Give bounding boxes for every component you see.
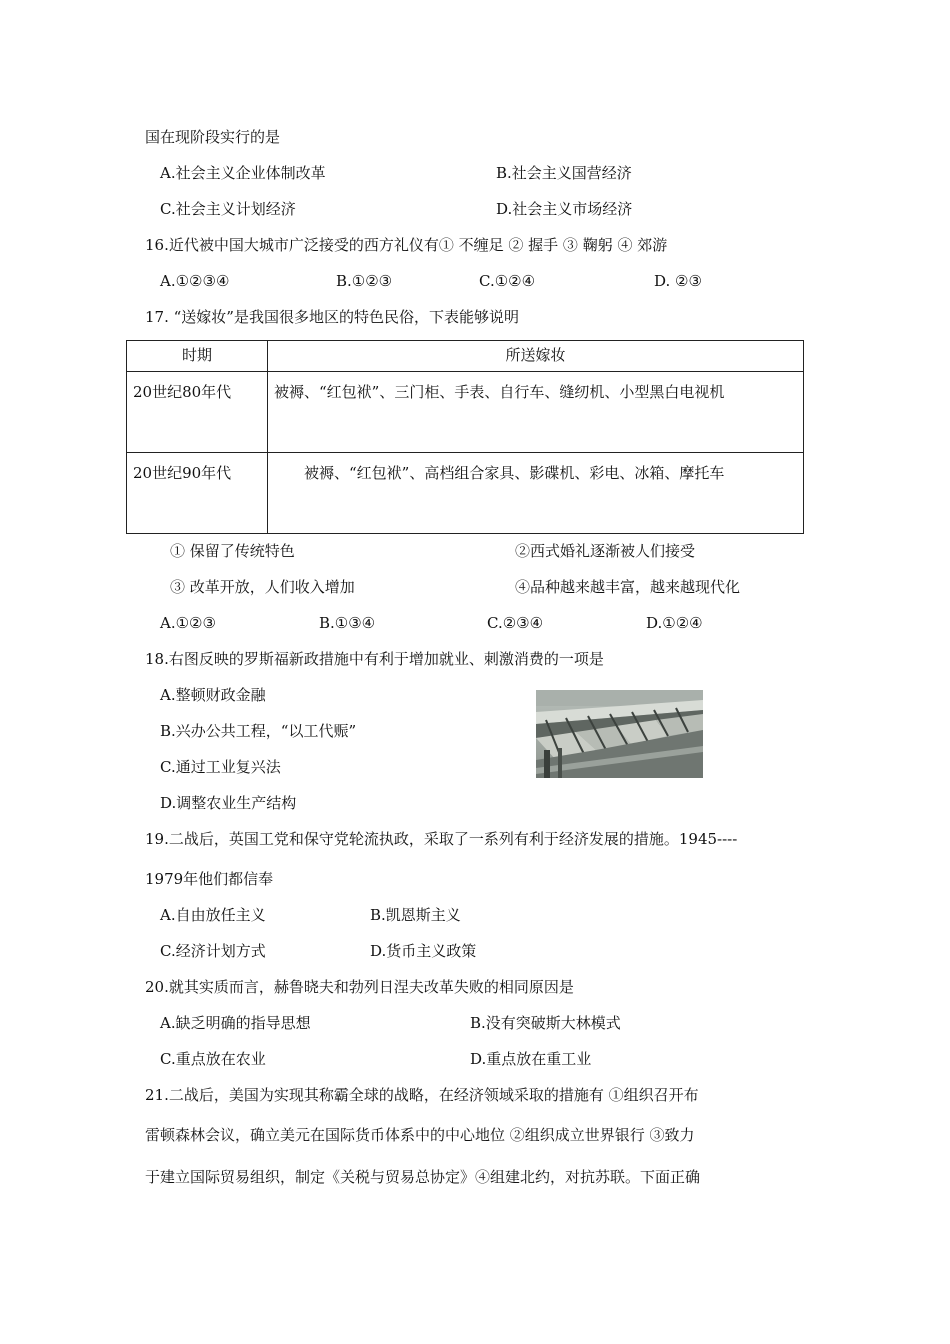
q20-stem: 20.就其实质而言，赫鲁晓夫和勃列日涅夫改革失败的相同原因是 [145,978,574,996]
q21-stem-line-2: 雷顿森林会议，确立美元在国际货币体系中的中心地位 ②组织成立世界银行 ③致力 [145,1126,695,1144]
q15-option-a: A.社会主义企业体制改革 [160,164,326,182]
q19-option-d: D.货币主义政策 [370,942,477,960]
q17-statement-4: ④品种越来越丰富，越来越现代化 [515,578,741,596]
dam-construction-photo [536,690,703,778]
q16-option-d: D. ②③ [654,272,702,290]
table-cell-period: 20世纪90年代 [127,453,268,534]
q17-option-c: C.②③④ [487,614,544,632]
q17-statement-3: ③ 改革开放，人们收入增加 [170,578,355,596]
q17-statement-1: ① 保留了传统特色 [170,542,295,560]
q15-option-c: C.社会主义计划经济 [160,200,296,218]
table-row [127,372,804,453]
table-header-dowry: 所送嫁妆 [268,341,804,372]
q15-stem-continuation: 国在现阶段实行的是 [145,128,281,146]
q17-option-d: D.①②④ [646,614,703,632]
q17-option-b: B.①③④ [319,614,376,632]
q18-option-c: C.通过工业复兴法 [160,758,281,776]
q16-stem: 16.近代被中国大城市广泛接受的西方礼仪有① 不缠足 ② 握手 ③ 鞠躬 ④ 郊游 [145,236,668,254]
q16-option-b: B.①②③ [336,272,393,290]
q15-option-b: B.社会主义国营经济 [496,164,632,182]
q19-option-b: B.凯恩斯主义 [370,906,461,924]
q20-option-a: A.缺乏明确的指导思想 [160,1014,311,1032]
q19-option-a: A.自由放任主义 [160,906,266,924]
q19-option-c: C.经济计划方式 [160,942,266,960]
q15-option-d: D.社会主义市场经济 [496,200,633,218]
table-row [127,453,804,534]
table-cell-dowry: 被褥、“红包袱”、三门柜、手表、自行车、缝纫机、小型黑白电视机 [268,372,804,453]
q16-option-c: C.①②④ [479,272,536,290]
q19-stem-line-1: 19.二战后，英国工党和保守党轮流执政，采取了一系列有利于经济发展的措施。1945---- [145,830,738,848]
q20-option-b: B.没有突破斯大林模式 [470,1014,621,1032]
q18-stem: 18.右图反映的罗斯福新政措施中有利于增加就业、刺激消费的一项是 [145,650,604,668]
q17-stem: 17. “送嫁妆”是我国很多地区的特色民俗，下表能够说明 [145,308,519,326]
table-header-period: 时期 [127,341,268,372]
q16-option-a: A.①②③④ [160,272,230,290]
q18-option-b: B.兴办公共工程，“以工代赈” [160,722,357,740]
table-cell-dowry: 被褥、“红包袱”、高档组合家具、影碟机、彩电、冰箱、摩托车 [268,453,804,534]
q20-option-c: C.重点放在农业 [160,1050,266,1068]
table-cell-period: 20世纪80年代 [127,372,268,453]
q19-stem-line-2: 1979年他们都信奉 [145,870,274,888]
dowry-table [126,340,804,534]
q18-option-d: D.调整农业生产结构 [160,794,297,812]
q17-statement-2: ②西式婚礼逐渐被人们接受 [515,542,696,560]
q18-option-a: A.整顿财政金融 [160,686,266,704]
q21-stem-line-1: 21.二战后，美国为实现其称霸全球的战略，在经济领域采取的措施有 ①组织召开布 [145,1086,699,1104]
table-header-row [127,341,804,372]
q20-option-d: D.重点放在重工业 [470,1050,592,1068]
q17-option-a: A.①②③ [160,614,216,632]
q21-stem-line-3: 于建立国际贸易组织，制定《关税与贸易总协定》④组建北约，对抗苏联。下面正确 [145,1168,701,1186]
